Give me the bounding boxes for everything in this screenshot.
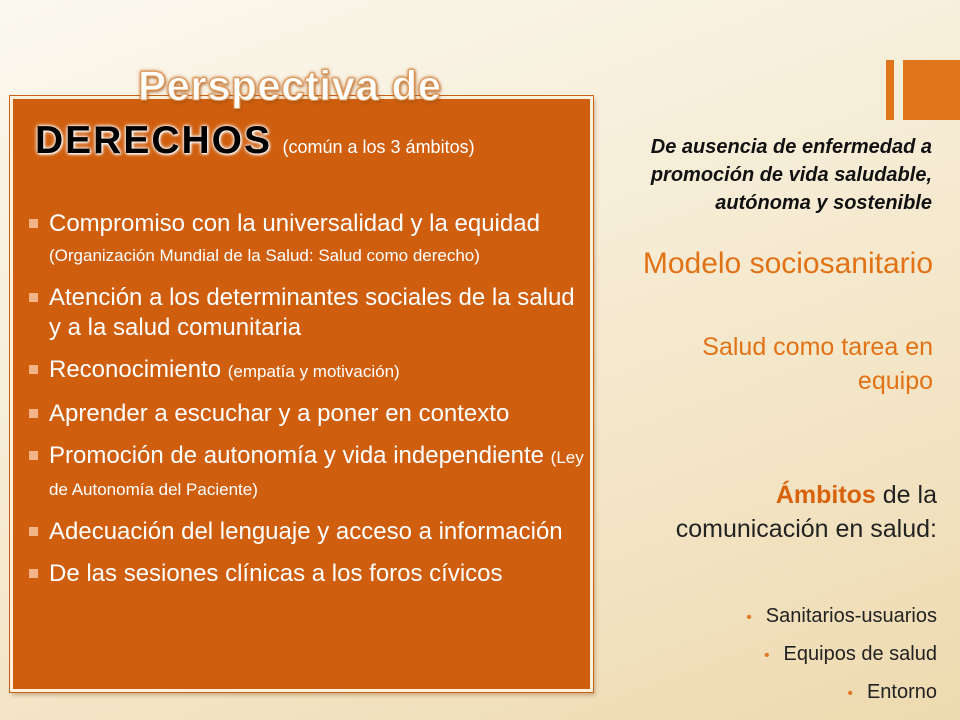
ambitos-item-text: Equipos de salud: [783, 643, 937, 665]
model-title: Modelo sociosanitario: [642, 247, 933, 280]
ambitos-item: [637, 636, 937, 674]
panel-title-note: (común a los 3 ámbitos): [282, 137, 475, 157]
ambitos-item: [637, 598, 937, 636]
quote-text: De ausencia de enfermedad a promoción de vida saludable, autónoma y sostenible: [650, 136, 932, 214]
bullet-item: [27, 355, 587, 387]
square-bullet-icon: [29, 293, 38, 302]
ambitos-list: [637, 598, 937, 712]
bullet-text: De las sesiones clínicas a los foros cívicos: [49, 560, 503, 587]
bullet-text: Adecuación del lenguaje y acceso a información: [49, 518, 563, 545]
panel-title-derechos: DERECHOS: [35, 119, 273, 162]
bullet-dot-icon: •: [763, 647, 770, 664]
square-bullet-icon: [29, 569, 38, 578]
bullet-text: Compromiso con la universalidad y la equidad: [49, 210, 540, 237]
bullet-text: Atención a los determinantes sociales de la salud y a la salud comunitaria: [49, 284, 575, 341]
bullet-item: [27, 559, 587, 589]
model-subtitle: Salud como tarea en equipo: [702, 333, 933, 395]
bullet-dot-icon: •: [847, 685, 853, 702]
bullet-item: [27, 399, 587, 429]
bullet-list: [27, 209, 587, 601]
square-bullet-icon: [29, 219, 38, 228]
bullet-item: [27, 517, 587, 547]
bullet-text: Aprender a escuchar y a poner en contexto: [49, 400, 510, 427]
bullet-note: (Ley de Autonomía del Paciente): [49, 448, 584, 499]
bullet-item: [27, 283, 587, 343]
ambitos-heading: [647, 478, 937, 546]
bullet-item: [27, 441, 587, 505]
ambitos-accent: Ámbitos: [775, 481, 876, 509]
ambitos-item-text: Sanitarios-usuarios: [765, 605, 937, 627]
bullet-note: (Organización Mundial de la Salud: Salud como derecho): [49, 246, 480, 265]
square-bullet-icon: [29, 451, 38, 460]
ambitos-item: [637, 674, 937, 712]
decorative-bar-thick: [903, 60, 960, 120]
bullet-text: Promoción de autonomía y vida independiente: [49, 442, 544, 469]
bullet-text: Reconocimiento: [49, 356, 222, 383]
bullet-dot-icon: •: [746, 609, 752, 626]
ambitos-rest: de la comunicación en salud:: [675, 481, 937, 543]
decorative-bar-thin: [886, 60, 894, 120]
bullet-item: [27, 209, 587, 271]
panel-title-line1: Perspectiva de: [138, 62, 442, 109]
bullet-note: (empatía y motivación): [227, 362, 400, 381]
panel-title-line2: [35, 119, 475, 163]
square-bullet-icon: [29, 409, 38, 418]
square-bullet-icon: [29, 527, 38, 536]
square-bullet-icon: [29, 365, 38, 374]
ambitos-item-text: Entorno: [866, 681, 937, 703]
rights-panel: [10, 96, 593, 692]
